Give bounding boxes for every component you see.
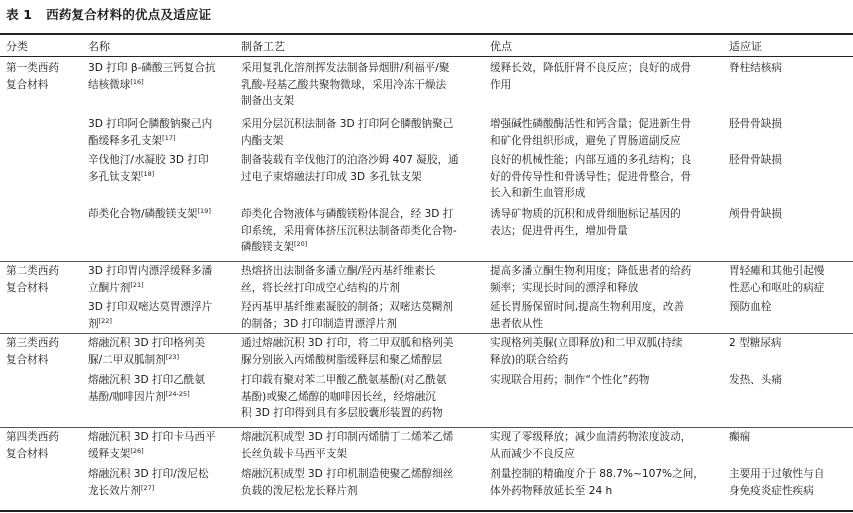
name-cell-line: 多孔钛支架[18] bbox=[88, 169, 155, 183]
advantage-cell-line: 增强碱性磷酸酶活性和钙含量；促进新生骨 bbox=[490, 118, 692, 130]
advantage-cell-line: 缓释长效，降低肝肾不良反应；良好的成骨 bbox=[490, 62, 692, 74]
reference-mark: [24-25] bbox=[165, 389, 190, 398]
indication-cell-line: 颅骨骨缺损 bbox=[729, 208, 782, 220]
process-cell-line: 制备出支架 bbox=[241, 95, 294, 107]
process-cell-line: 羟丙基甲基纤维素凝胶的制备；双嘧达莫糊剂 bbox=[241, 301, 453, 313]
process-cell bbox=[241, 206, 457, 256]
header-name: 名称 bbox=[88, 40, 110, 53]
name-cell-line: 熔融沉积 3D 打印乙酰氨 bbox=[88, 374, 205, 386]
indication-cell-line: 性恶心和呕吐的病症 bbox=[729, 281, 825, 294]
process-cell-line: 制备装载有辛伐他汀的泊洛沙姆 407 凝胶，通 bbox=[241, 154, 459, 166]
bottom-rule bbox=[0, 510, 853, 512]
process-cell-line: 打印载有聚对苯二甲酸乙酰氨基酚(对乙酰氨 bbox=[241, 374, 447, 386]
name-cell bbox=[88, 335, 205, 368]
advantage-cell-line: 好的骨传导性和骨诱导性；促进骨整合，骨 bbox=[490, 170, 692, 183]
indication-cell bbox=[729, 466, 824, 499]
advantage-cell-line: 实现格列美脲(立即释放)和二甲双胍(持续 bbox=[490, 337, 683, 349]
process-cell-line: 热熔挤出法制备多潘立酮/羟丙基纤维素长 bbox=[241, 265, 436, 277]
name-cell-line: 缓释支架[26] bbox=[88, 446, 144, 460]
reference-mark: [22] bbox=[98, 316, 112, 325]
category-cell-line: 第一类西药 bbox=[6, 62, 59, 74]
name-cell-line: 基酚/咖啡因片剂[24-25] bbox=[88, 389, 190, 403]
indication-cell bbox=[729, 206, 782, 223]
process-cell-line: 磷酸镁支架[20] bbox=[241, 240, 308, 253]
name-cell bbox=[88, 60, 216, 93]
indication-cell-line: 发热、头痛 bbox=[729, 374, 782, 386]
name-cell-line: 辛伐他汀/水凝胶 3D 打印 bbox=[88, 154, 209, 166]
advantage-cell bbox=[490, 429, 691, 462]
indication-cell bbox=[729, 299, 771, 316]
name-cell-line: 3D 打印双嘧达莫胃漂浮片 bbox=[88, 301, 213, 313]
advantage-cell-line: 实现联合用药；制作“个性化”药物 bbox=[490, 374, 650, 386]
process-cell-line: 印系统，采用膏体挤压沉积法制备茚类化合物- bbox=[241, 224, 457, 237]
name-cell bbox=[88, 466, 209, 499]
process-cell-line: 的制备；3D 打印制造胃漂浮片剂 bbox=[241, 317, 397, 330]
indication-cell bbox=[729, 60, 782, 77]
reference-mark: [23] bbox=[165, 352, 180, 361]
name-cell-line: 酯缓释多孔支架[17] bbox=[88, 133, 176, 147]
advantage-cell bbox=[490, 299, 684, 332]
advantage-cell bbox=[490, 60, 691, 93]
advantage-cell-line: 诱导矿物质的沉积和成骨细胞标记基因的 bbox=[490, 208, 681, 220]
name-cell-line: 结核微球[16] bbox=[88, 77, 144, 91]
process-cell-line: 长丝负载卡马西平支架 bbox=[241, 447, 347, 460]
process-cell bbox=[241, 299, 453, 332]
group-rule bbox=[0, 261, 853, 262]
advantage-cell-line: 提高多潘立酮生物利用度；降低患者的给药 bbox=[490, 265, 692, 277]
indication-cell-line: 预防血栓 bbox=[729, 301, 772, 313]
category-cell-line: 第四类西药 bbox=[6, 431, 59, 443]
process-cell-line: 脲分别嵌入丙烯酸树脂缓释层和聚乙烯醇层 bbox=[241, 353, 443, 366]
indication-cell-line: 2 型糖尿病 bbox=[729, 337, 782, 349]
process-cell-line: 茚类化合物液体与磷酸镁粉体混合，经 3D 打 bbox=[241, 208, 454, 220]
name-cell-line: 3D 打印阿仑膦酸钠聚己内 bbox=[88, 118, 213, 130]
process-cell-line: 丝，将长丝打印成空心结构的片剂 bbox=[241, 281, 400, 294]
name-cell bbox=[88, 299, 212, 332]
indication-cell bbox=[729, 152, 782, 169]
process-cell bbox=[241, 116, 453, 149]
name-cell bbox=[88, 206, 211, 223]
top-rule bbox=[0, 33, 853, 35]
process-cell bbox=[241, 466, 453, 499]
process-cell-line: 过电子束熔融法打印成 3D 多孔钛支架 bbox=[241, 170, 422, 183]
process-cell-line: 熔融沉积成型 3D 打印制丙烯腈丁二烯苯乙烯 bbox=[241, 431, 454, 443]
table-caption: 西药复合材料的优点及适应证 bbox=[46, 7, 212, 22]
advantage-cell-line: 体外药物释放延长至 24 h bbox=[490, 484, 613, 497]
name-cell bbox=[88, 152, 209, 185]
advantage-cell-line: 表达；促进骨再生，增加骨量 bbox=[490, 224, 628, 237]
advantage-cell-line: 频率；实现长时间的漂浮和释放 bbox=[490, 281, 639, 294]
reference-mark: [18] bbox=[140, 169, 155, 178]
advantage-cell bbox=[490, 263, 691, 296]
header-indication: 适应证 bbox=[729, 40, 762, 53]
name-cell bbox=[88, 116, 212, 149]
indication-cell bbox=[729, 263, 824, 296]
reference-mark: [21] bbox=[130, 280, 144, 289]
advantage-cell-line: 延长胃肠保留时间,提高生物利用度，改善 bbox=[490, 301, 685, 313]
reference-mark: [20] bbox=[293, 240, 308, 248]
process-cell bbox=[241, 263, 435, 296]
category-cell-line: 复合材料 bbox=[6, 78, 49, 91]
process-cell-line: 积 3D 打印得到具有多层胶囊形装置的药物 bbox=[241, 407, 443, 419]
category-cell-line: 复合材料 bbox=[6, 281, 49, 294]
reference-mark: [19] bbox=[197, 207, 211, 215]
advantage-cell-line: 作用 bbox=[490, 78, 512, 91]
process-cell bbox=[241, 429, 453, 462]
process-cell-line: 乳酸-羟基乙酸共聚物微球，采用冷冻干燥法 bbox=[241, 78, 447, 91]
header-advantage: 优点 bbox=[490, 40, 512, 53]
indication-cell-line: 癫痫 bbox=[729, 431, 751, 443]
process-cell bbox=[241, 60, 449, 110]
process-cell-line: 熔融沉积成型 3D 打印机制造使聚乙烯醇细丝 bbox=[241, 468, 454, 480]
process-cell bbox=[241, 335, 453, 368]
advantage-cell-line: 长入和新生血管形成 bbox=[490, 187, 586, 199]
reference-mark: [17] bbox=[162, 133, 176, 142]
advantage-cell-line: 良好的机械性能；内部互通的多孔结构；良 bbox=[490, 154, 692, 166]
advantage-cell bbox=[490, 206, 681, 239]
name-cell-line: 立酮片剂[21] bbox=[88, 280, 144, 294]
name-cell-line: 剂[22] bbox=[88, 316, 112, 330]
advantage-cell-line: 实现了零级释放；减少血清药物浓度波动， bbox=[490, 431, 692, 443]
indication-cell bbox=[729, 335, 781, 352]
name-cell-line: 熔融沉积 3D 打印格列美 bbox=[88, 337, 205, 349]
category-cell bbox=[6, 263, 59, 296]
name-cell bbox=[88, 263, 212, 296]
indication-cell-line: 脊柱结核病 bbox=[729, 62, 782, 74]
name-cell-line: 茚类化合物/磷酸镁支架[19] bbox=[88, 207, 211, 220]
header-process: 制备工艺 bbox=[241, 40, 285, 53]
process-cell-line: 通过熔融沉积 3D 打印，将二甲双胍和格列美 bbox=[241, 337, 454, 349]
process-cell-line: 采用分层沉积法制备 3D 打印阿仑膦酸钠聚己 bbox=[241, 118, 454, 130]
name-cell-line: 3D 打印 β-磷酸三钙复合抗 bbox=[88, 62, 216, 74]
indication-cell bbox=[729, 429, 750, 446]
category-cell bbox=[6, 335, 59, 368]
advantage-cell-line: 释放)的联合给药 bbox=[490, 353, 569, 366]
category-cell bbox=[6, 60, 59, 93]
advantage-cell-line: 从而减少不良反应 bbox=[490, 447, 575, 460]
name-cell-line: 熔融沉积 3D 打印卡马西平 bbox=[88, 431, 216, 443]
category-cell-line: 复合材料 bbox=[6, 353, 49, 366]
process-cell-line: 基酚)或聚乙烯醇的咖啡因长丝，经熔融沉 bbox=[241, 390, 436, 403]
name-cell bbox=[88, 372, 205, 405]
indication-cell-line: 胃轻瘫和其他引起慢 bbox=[729, 265, 825, 277]
advantage-cell bbox=[490, 466, 704, 499]
reference-mark: [27] bbox=[140, 483, 155, 492]
category-cell-line: 第二类西药 bbox=[6, 265, 59, 277]
name-cell-line: 熔融沉积 3D 打印/泼尼松 bbox=[88, 468, 209, 480]
reference-mark: [16] bbox=[130, 77, 144, 86]
category-cell-line: 复合材料 bbox=[6, 447, 49, 460]
header-category: 分类 bbox=[6, 40, 28, 53]
advantage-cell bbox=[490, 116, 691, 149]
advantage-cell-line: 剂量控制的精确度介于 88.7%~107%之间， bbox=[490, 468, 704, 480]
process-cell-line: 内酯支架 bbox=[241, 134, 284, 147]
advantage-cell bbox=[490, 152, 691, 202]
advantage-cell bbox=[490, 372, 649, 389]
category-cell-line: 第三类西药 bbox=[6, 337, 59, 349]
indication-cell-line: 主要用于过敏性与自 bbox=[729, 468, 825, 480]
category-cell bbox=[6, 429, 59, 462]
indication-cell-line: 胫骨骨缺损 bbox=[729, 154, 782, 166]
group-rule bbox=[0, 427, 853, 428]
name-cell-line: 3D 打印胃内漂浮缓释多潘 bbox=[88, 265, 213, 277]
table-label: 表 1 bbox=[6, 7, 33, 22]
indication-cell bbox=[729, 372, 782, 389]
process-cell bbox=[241, 372, 446, 422]
indication-cell-line: 胫骨骨缺损 bbox=[729, 118, 782, 130]
process-cell-line: 采用复乳化溶剂挥发法制备异烟肼/利福平/聚 bbox=[241, 62, 450, 74]
advantage-cell-line: 和矿化骨组织形成，避免了胃肠道副反应 bbox=[490, 134, 681, 147]
process-cell-line: 负载的泼尼松龙长释片剂 bbox=[241, 484, 358, 497]
header-rule bbox=[0, 56, 853, 57]
indication-cell-line: 身免疫炎症性疾病 bbox=[729, 484, 814, 497]
indication-cell bbox=[729, 116, 782, 133]
advantage-cell bbox=[490, 335, 683, 368]
process-cell bbox=[241, 152, 459, 185]
name-cell bbox=[88, 429, 216, 462]
group-rule bbox=[0, 333, 853, 334]
name-cell-line: 龙长效片剂[27] bbox=[88, 483, 155, 497]
reference-mark: [26] bbox=[130, 446, 144, 455]
table-title bbox=[6, 5, 225, 23]
name-cell-line: 脲/二甲双胍制剂[23] bbox=[88, 352, 180, 366]
advantage-cell-line: 患者依从性 bbox=[490, 317, 543, 330]
